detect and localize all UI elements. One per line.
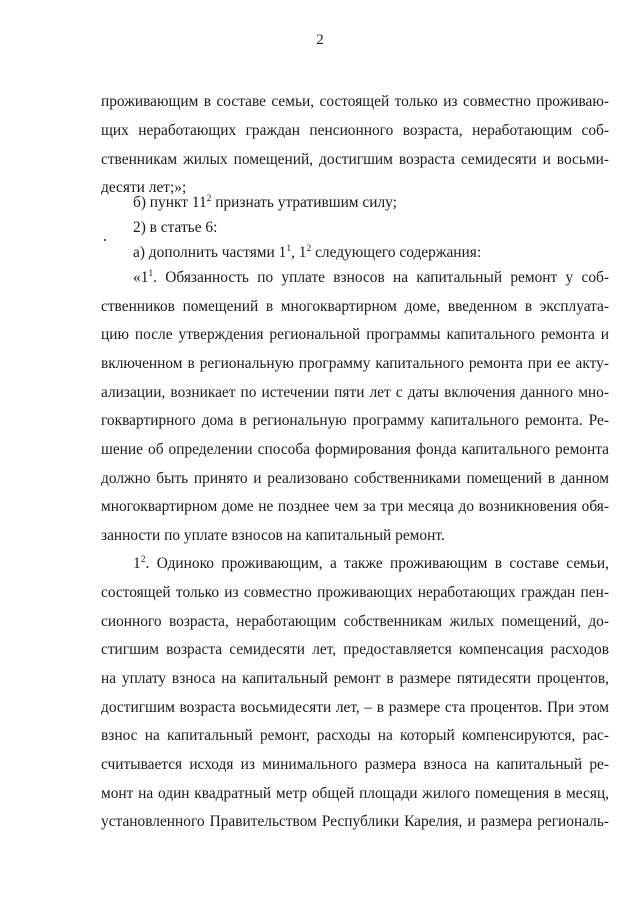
text-line: цию после утверждения региональной программы капитального ремонта и [101,326,609,343]
text-line: монт на один квадратный метр общей площади жилого помещения в месяц, [101,785,609,802]
margin-dot [104,239,106,241]
text-line: стигшим возраста семидесяти лет, предоставляется компенсация расходов [101,641,609,658]
text-fragment: «1 [133,269,149,286]
text-line-item-a [133,244,609,262]
text-line: щих неработающих граждан пенсионного возраста, неработающим соб- [101,122,609,139]
text-line-item-b [133,194,609,212]
text-line: многоквартирном доме не позднее чем за три месяца до возникновения обя- [101,498,609,515]
text-line: установленного Правительством Республики Карелия, и размера региональ- [101,813,609,830]
superscript: 2 [206,194,212,204]
text-line: включенном в региональную программу капитального ремонта при ее акту- [101,355,609,372]
text-line-part-1-1 [133,269,609,287]
text-fragment: . Одиноко проживающим, а также проживающим в составе семьи, [145,555,609,572]
text-fragment: 1 [133,555,141,572]
text-line-part-1-2 [133,555,609,573]
text-line: считывается исходя из минимального размера взноса на капитальный ре- [101,756,609,773]
text-fragment: б) пункт 11 [133,194,207,211]
text-line: взнос на капитальный ремонт, расходы на который компенсируются, рас- [101,727,609,744]
text-line: должно быть принято и реализовано собственниками помещений в данном [101,470,609,487]
text-line: проживающим в составе семьи, состоящей только из совместно проживаю- [101,93,609,110]
text-line: занности по уплате взносов на капитальный ремонт. [101,527,445,544]
text-line: ализации, возникает по истечении пяти лет с даты включения данного мно- [101,384,609,401]
page-number: 2 [316,32,324,48]
text-line: 2) в статье 6: [133,219,218,236]
text-line: состоящей только из совместно проживающих неработающих граждан пен- [101,584,609,601]
text-fragment: признать утратившим силу; [211,194,397,211]
text-fragment: , 1 [291,244,307,261]
text-fragment: . Обязанность по уплате взносов на капитальный ремонт у соб- [153,269,609,286]
text-line: гоквартирного дома в региональную программу капитального ремонта. Ре- [101,412,609,429]
superscript: 2 [306,244,312,254]
superscript: 2 [140,555,146,565]
text-line: шение об определении способа формирования фонда капитального ремонта [101,441,609,458]
superscript: 1 [148,269,154,279]
text-line: достигшим возраста восьмидесяти лет, – в размере ста процентов. При этом [101,699,609,716]
text-line: на уплату взноса на капитальный ремонт в размере пятидесяти процентов, [101,670,609,687]
superscript: 1 [286,244,292,254]
text-line: ственникам жилых помещений, достигшим возраста семидесяти и восьми- [101,151,609,168]
text-line: сионного возраста, неработающим собственникам жилых помещений, до- [101,613,609,630]
text-line: десяти лет;»; [101,179,187,196]
text-fragment: а) дополнить частями 1 [133,244,287,261]
text-line: ственников помещений в многоквартирном доме, введенном в эксплуата- [101,298,609,315]
text-fragment: следующего содержания: [311,244,482,261]
